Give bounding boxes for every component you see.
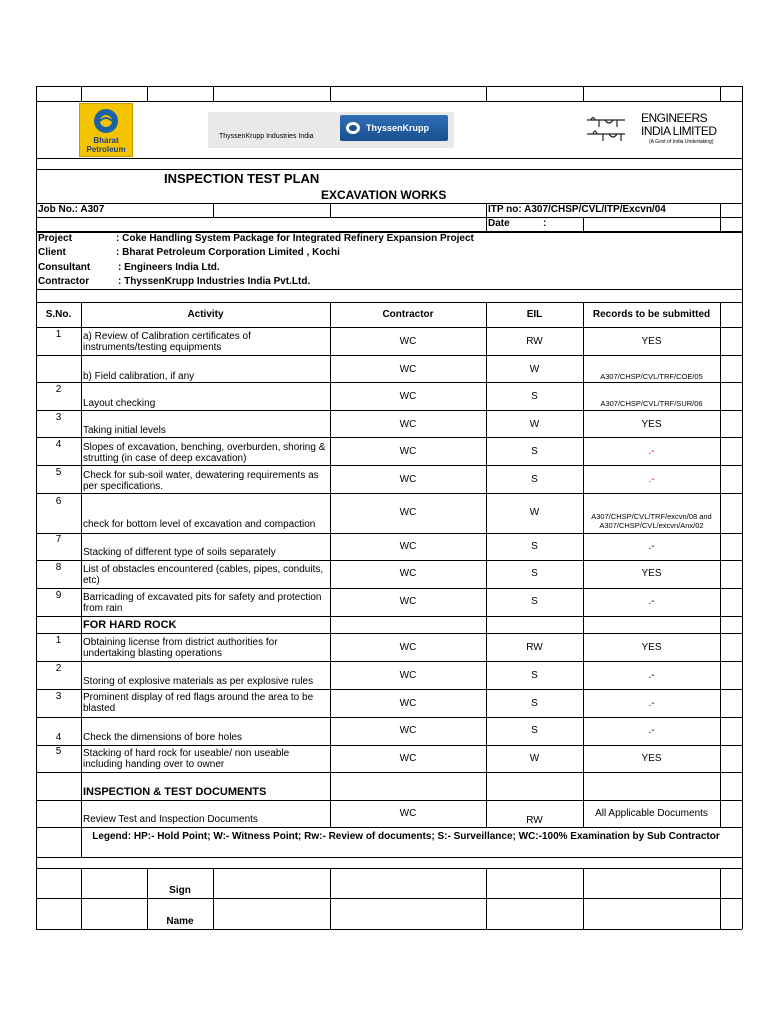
table-row-records: .- [648, 670, 655, 681]
table-row-eil: RW [526, 815, 543, 826]
table-row-sno: 4 [55, 439, 62, 450]
table-row-records: A307/CHSP/CVL/TRF/excvn/08 and A307/CHSP/CVL/excvn/Anx/02 [591, 512, 712, 530]
table-row-contractor: WC [399, 419, 417, 430]
table-row-sno: 7 [55, 534, 62, 545]
thyssenkrupp-logo [340, 115, 448, 141]
table-row-eil: RW [526, 336, 543, 347]
table-row-contractor: WC [399, 808, 417, 819]
section-heading-hard-rock: FOR HARD ROCK [83, 619, 177, 631]
info-project-label: Project [38, 233, 72, 244]
table-row-sno: 6 [55, 496, 62, 507]
legend-text: Legend: HP:- Hold Point; W:- Witness Point; Rw:- Review of documents; S:- Surveillance; WC:-100% Examination by Sub Contractor [92, 831, 720, 842]
bpcl-logo-bottom-text: Petroleum [86, 145, 126, 154]
table-row-eil: RW [526, 642, 543, 653]
table-row-activity: List of obstacles encountered (cables, pipes, conduits, etc) [83, 564, 324, 586]
table-row-records: .- [648, 698, 655, 709]
col-header-sno: S.No. [45, 309, 72, 320]
name-label: Name [166, 916, 194, 927]
table-row-eil: S [531, 474, 538, 485]
info-client-label: Client [38, 247, 66, 258]
table-row-records: YES [641, 642, 662, 653]
section-heading-documents: INSPECTION & TEST DOCUMENTS [83, 786, 267, 798]
table-row-sno: 4 [55, 732, 62, 743]
info-contractor-value: : ThyssenKrupp Industries India Pvt.Ltd. [118, 276, 311, 287]
document-title: INSPECTION TEST PLAN [164, 171, 320, 186]
table-row-eil: S [531, 446, 538, 457]
bpcl-logo [79, 103, 133, 157]
table-row-sno: 2 [55, 384, 62, 395]
table-row-activity: Storing of explosive materials as per explosive rules [83, 676, 314, 687]
table-row-activity: Taking initial levels [83, 425, 166, 436]
table-row-records: .- [648, 446, 655, 457]
table-row-records: YES [641, 336, 662, 347]
table-row-contractor: WC [399, 568, 417, 579]
table-row-sno: 1 [55, 329, 62, 340]
table-row-contractor: WC [399, 391, 417, 402]
document-subtitle: EXCAVATION WORKS [321, 188, 447, 202]
table-row-sno: 3 [55, 412, 62, 423]
info-consultant-label: Consultant [38, 262, 91, 273]
table-row-contractor: WC [399, 596, 417, 607]
eil-logo-line1: ENGINEERS [641, 111, 708, 125]
table-row-contractor: WC [399, 642, 417, 653]
eil-hindi-wordmark-icon [585, 112, 629, 144]
info-project-value: : Coke Handling System Package for Integrated Refinery Expansion Project [116, 233, 474, 244]
table-row-contractor: WC [399, 670, 417, 681]
sign-label: Sign [169, 885, 191, 896]
table-row-activity: Layout checking [83, 398, 156, 409]
table-row-contractor: WC [399, 446, 417, 457]
table-row-sno: 3 [55, 691, 62, 702]
table-row-eil: W [529, 507, 540, 518]
table-row-eil: W [529, 419, 540, 430]
table-row-activity: Check the dimensions of bore holes [83, 732, 242, 743]
date-label: Date [488, 218, 510, 229]
table-row-activity: Prominent display of red flags around the area to be blasted [83, 692, 314, 714]
table-row-records: .- [648, 541, 655, 552]
table-row-activity: b) Field calibration, if any [83, 371, 195, 382]
job-number: Job No.: A307 [38, 204, 105, 215]
thyssenkrupp-caption: ThyssenKrupp Industries India [219, 133, 314, 140]
table-row-records: YES [641, 419, 662, 430]
table-row-records: YES [641, 568, 662, 579]
thyssenkrupp-emblem-icon [345, 121, 361, 135]
table-row-activity: Stacking of hard rock for useable/ non useable including handing over to owner [83, 748, 290, 770]
eil-logo-line2: INDIA LIMITED [641, 124, 717, 138]
eil-logo-subtext: (A Govt of India Undertaking) [649, 139, 714, 145]
date-colon: : [543, 218, 547, 229]
table-row-eil: S [531, 698, 538, 709]
table-row-eil: W [529, 364, 540, 375]
thyssenkrupp-badge-text: ThyssenKrupp [366, 123, 430, 133]
table-row-records: All Applicable Documents [595, 808, 708, 819]
col-header-contractor: Contractor [382, 309, 434, 320]
table-row-sno: 5 [55, 467, 62, 478]
table-row-activity: Obtaining license from district authorities for undertaking blasting operations [83, 637, 278, 659]
table-row-eil: S [531, 541, 538, 552]
table-row-sno: 2 [55, 663, 62, 674]
table-row-activity: check for bottom level of excavation and compaction [83, 519, 316, 530]
table-row-activity: Check for sub-soil water, dewatering requirements as per specifications. [83, 470, 319, 492]
table-row-activity: Review Test and Inspection Documents [83, 814, 258, 825]
table-row-sno: 5 [55, 746, 62, 757]
table-row-contractor: WC [399, 698, 417, 709]
table-row-sno: 1 [55, 635, 62, 646]
table-row-records: .- [648, 474, 655, 485]
table-row-records: A307/CHSP/CVL/TRF/COE/05 [600, 372, 703, 381]
table-row-eil: S [531, 391, 538, 402]
table-row-contractor: WC [399, 541, 417, 552]
table-row-contractor: WC [399, 725, 417, 736]
table-row-activity: a) Review of Calibration certificates of instruments/testing equipments [83, 331, 251, 353]
table-row-activity: Barricading of excavated pits for safety and protection from rain [83, 592, 322, 614]
table-row-contractor: WC [399, 336, 417, 347]
col-header-records: Records to be submitted [592, 309, 711, 320]
table-row-records: YES [641, 753, 662, 764]
table-row-eil: S [531, 568, 538, 579]
eil-logo [585, 110, 715, 150]
table-row-contractor: WC [399, 507, 417, 518]
table-row-eil: W [529, 753, 540, 764]
table-row-sno: 9 [55, 590, 62, 601]
bpcl-logo-top-text: Bharat [93, 136, 119, 145]
table-row-contractor: WC [399, 753, 417, 764]
info-contractor-label: Contractor [38, 276, 90, 287]
table-row-sno: 8 [55, 562, 62, 573]
table-row-activity: Stacking of different type of soils separately [83, 547, 276, 558]
info-client-value: : Bharat Petroleum Corporation Limited , Kochi [116, 247, 340, 258]
table-row-records: .- [648, 725, 655, 736]
table-row-eil: S [531, 670, 538, 681]
table-row-records: A307/CHSP/CVL/TRF/SUR/06 [600, 399, 703, 408]
col-header-activity: Activity [187, 309, 224, 320]
col-header-eil: EIL [526, 309, 543, 320]
table-row-activity: Slopes of excavation, benching, overburden, shoring & strutting (in case of deep excavation) [83, 442, 326, 464]
table-row-eil: S [531, 725, 538, 736]
info-consultant-value: : Engineers India Ltd. [118, 262, 220, 273]
table-row-eil: S [531, 596, 538, 607]
table-row-contractor: WC [399, 364, 417, 375]
bpcl-emblem-icon [80, 106, 132, 136]
itp-number: ITP no: A307/CHSP/CVL/ITP/Excvn/04 [488, 204, 666, 215]
table-row-contractor: WC [399, 474, 417, 485]
table-row-records: .- [648, 596, 655, 607]
